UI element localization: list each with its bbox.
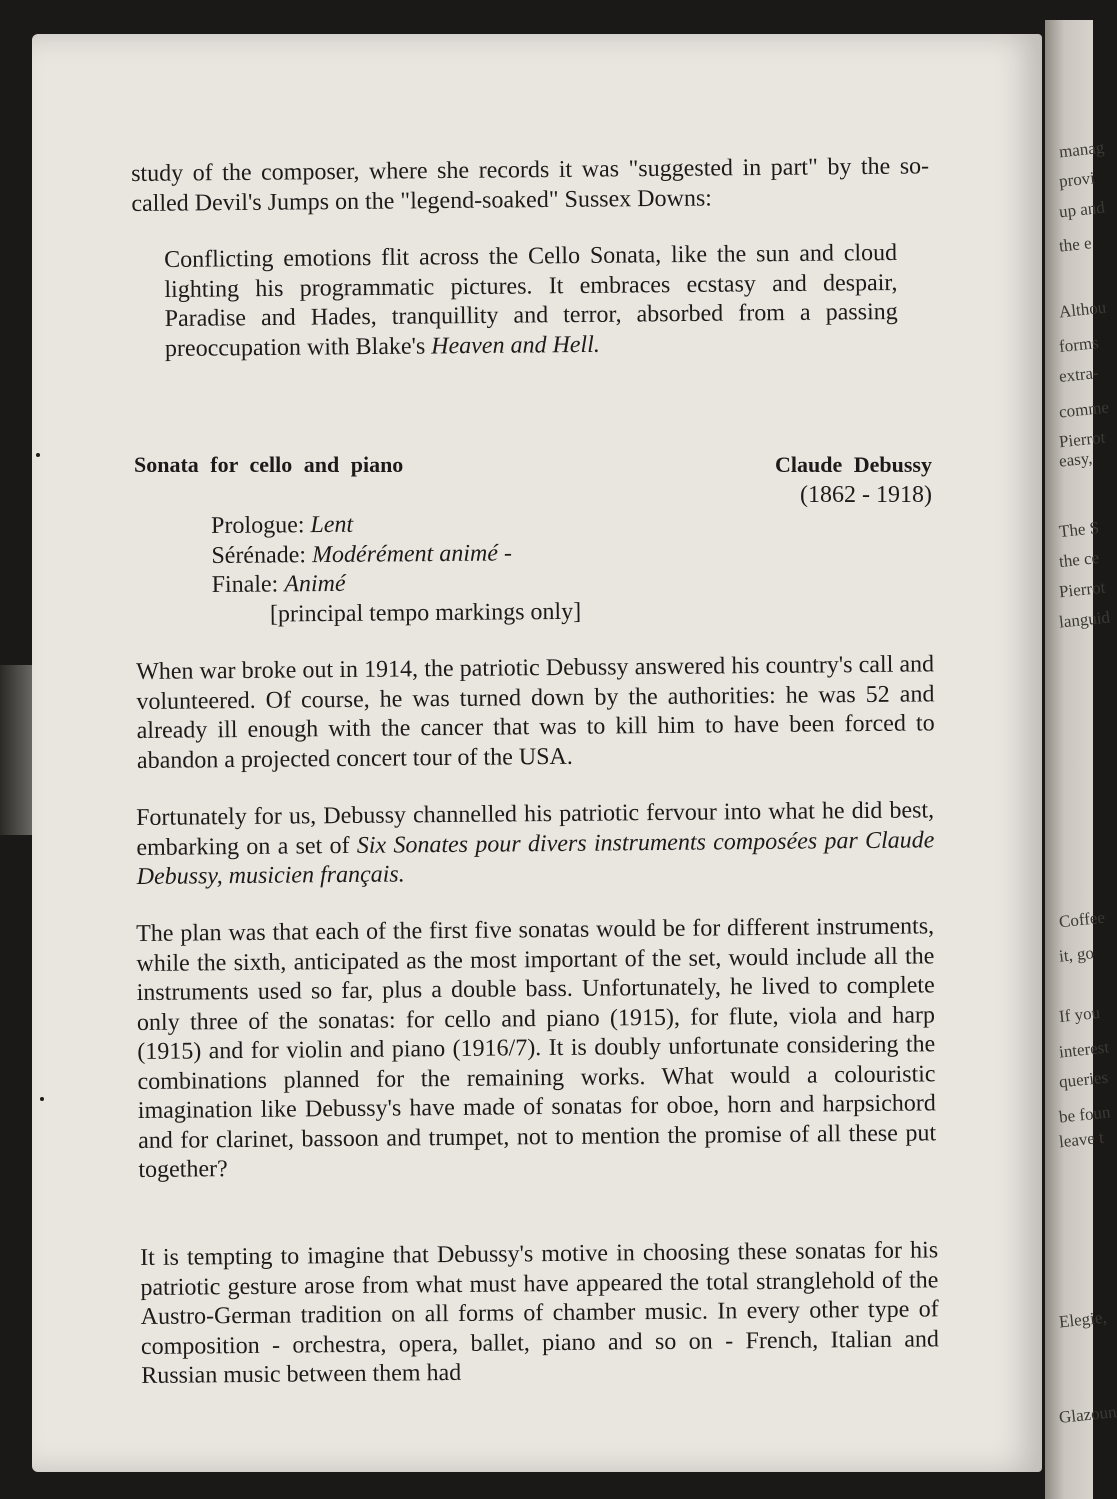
facing-page-fragment: up and	[1058, 197, 1106, 222]
movement-item: Finale: Animé	[211, 570, 346, 598]
facing-page-fragment: Pierrot	[1058, 427, 1107, 452]
facing-page-fragment: extra-	[1058, 362, 1100, 387]
facing-page-fragment: forms	[1058, 332, 1100, 357]
facing-page-fragment: the e	[1058, 233, 1093, 256]
facing-page-fragment: it, go	[1058, 943, 1095, 966]
intro-text: study of the composer, where she records it was "suggested in part" by the so-called Devil's Jumps on the "legend-soaked" Sussex Downs:	[131, 153, 930, 217]
facing-page-fragment: interest	[1058, 1037, 1110, 1062]
facing-page-fragment: the ce	[1058, 547, 1100, 572]
facing-page-fragment: Coffee	[1058, 907, 1106, 932]
block-quote	[164, 239, 898, 364]
composer-dates: (1862 - 1918)	[800, 482, 932, 508]
facing-page-fragment: leave t	[1058, 1127, 1105, 1152]
quote-italic-title: Heaven and Hell.	[431, 331, 600, 359]
composer-name: Claude Debussy	[775, 452, 932, 477]
facing-page-fragment: be foun	[1058, 1102, 1112, 1127]
facing-page-fragment: Glazoun	[1058, 1402, 1117, 1427]
facing-page-edge	[1045, 20, 1117, 1499]
facing-page-fragment: queries	[1058, 1067, 1109, 1092]
intro-paragraph	[131, 152, 930, 219]
quote-text: Conflicting emotions flit across the Cello Sonata, like the sun and cloud lighting his programmatic pictures. It embraces ecstasy and despair, Paradise and Hades, tranquillity and terror, absorbed from a passing preoccupation with Blake's	[164, 239, 898, 362]
movement-item: Prologue: Lent	[211, 511, 354, 539]
margin-mark	[36, 453, 40, 457]
facing-page-fragment: If you	[1058, 1002, 1101, 1027]
movement-item: Sérénade: Modérément animé -	[211, 539, 513, 569]
facing-page-fragment: easy,	[1058, 448, 1094, 471]
facing-page-fragment: manag	[1058, 137, 1106, 162]
paragraph-3: The plan was that each of the first five sonatas would be for different instruments, while the sixth, anticipated as the most important of the set, would include all the instruments used so far, plus a double bass. Unfortunately, he lived to complete only three of the sonatas: for cello and piano (1915), for flute, viola and harp (1915) and for violin and piano (1916/7). It is doubly unfortunate considering the combinations planned for the remaining works. What would a colouristic imagination like Debussy's have made of sonatas for oboe, horn and harpsichord and for clarinet, bassoon and trumpet, not to mention the promise of all these put together?	[136, 913, 937, 1183]
margin-mark	[40, 1097, 44, 1101]
paragraph-1: When war broke out in 1914, the patriotic Debussy answered his country's call and volunteered. Of course, he was turned down by the authorities: he was 52 and already ill enough with the cancer that was to kill him to have been forced to abandon a projected concert tour of the USA.	[136, 651, 935, 774]
composer-block	[746, 450, 932, 510]
facing-page-fragment: Elegie,	[1058, 1307, 1108, 1332]
movement-list	[211, 509, 581, 630]
facing-page-fragment: Althou	[1058, 297, 1108, 322]
paragraph-2: Fortunately for us, Debussy channelled his patriotic fervour into what he did best, embarking on a set of Six Sonates pour divers instruments composées par Claude Debussy, musicien français.	[136, 797, 935, 890]
movements-note: [principal tempo markings only]	[269, 598, 582, 627]
paragraph-4: It is tempting to imagine that Debussy's motive in choosing these sonatas for his patriotic gesture arose from what must have appeared the total stranglehold of the Austro-German tradition on all forms of chamber music. In every other type of composition - orchestra, opera, ballet, piano and so on - French, Italian and Russian music between them had	[140, 1237, 940, 1389]
facing-page-fragment: The S	[1058, 517, 1100, 542]
facing-page-fragment: comme	[1058, 397, 1110, 422]
facing-page-fragment: Pierrot	[1058, 577, 1107, 602]
piece-title: Sonata for cello and piano	[134, 452, 404, 477]
facing-page-fragment: languid	[1058, 607, 1111, 632]
facing-page-fragment: provi	[1058, 168, 1096, 191]
